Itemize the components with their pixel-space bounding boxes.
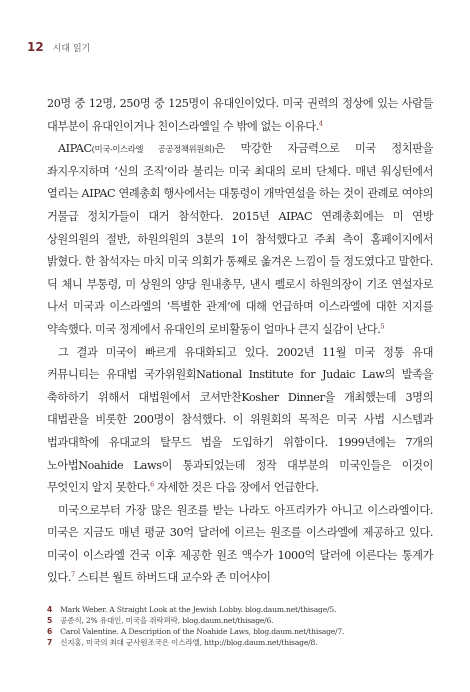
footnote (47, 626, 433, 637)
footnote-text: 신지홍, 미국의 최대 군사원조국은 이스라엘, http://blog.daum.net/thisage/8. (60, 638, 318, 647)
paragraph-text: 20명 중 12명, 250명 중 125명이 유대인이었다. 미국 권력의 정상에 있는 사람들 대부분이 유대인이거나 친이스라엘일 수 밖에 없는 이유다. (47, 97, 433, 133)
footnotes (47, 604, 433, 648)
footnote-number: 6 (47, 627, 53, 636)
footnote-number: 4 (47, 605, 53, 614)
footnote-reference: 7 (70, 570, 75, 579)
paragraph-text: 자세한 것은 다음 장에서 언급한다. (153, 481, 319, 495)
footnote-number: 5 (47, 616, 53, 625)
body-paragraph (47, 500, 433, 590)
footnote (47, 604, 433, 615)
paragraph-text: AIPAC (58, 142, 92, 156)
body-text (47, 93, 433, 590)
footnote-reference: 6 (150, 480, 154, 489)
running-title: 시대 읽기 (52, 44, 91, 54)
footnote-reference: 4 (318, 118, 323, 127)
footnote-number: 7 (47, 638, 53, 647)
body-paragraph (47, 138, 433, 341)
body-paragraph (47, 93, 433, 138)
paragraph-text: 미국으로부터 가장 많은 원조를 받는 나라도 아프리카가 아니고 이스라엘이다. 미국은 지금도 매년 평균 30억 달러에 이르는 원조를 이스라엘에 제공하고 있다. 미국이 이스라엘 건국 이후 제공한 원조 액수가 1000억 달러에 이른다는 통계가 있다. (47, 503, 433, 585)
footnote-text: Mark Weber. A Straight Look at the Jewish Lobby. blog.daum.net/thisage/5. (60, 605, 337, 614)
paragraph-text: 은 막강한 자금력으로 미국 정치판을 좌지우지하며 ‘신의 조직’이라 불리는 미국 최대의 로비 단체다. 매년 워싱턴에서 열리는 AIPAC 연례총회 행사에서는 대통령이 개막연설을 하는 것이 관례로 여야의 거물급 정치가들이 대거 참석한다. 2015년 AIPAC 연례총회에는 미 연방 상원의원의 절반, 하원의원의 3분의 1이 참석했다고 주최 측이 홈페이지에서 밝혔다. 한 참석자는 마치 미국 의회가 통째로 옮겨온 느낌이 들 정도였다고 말한다. 딕 체니 부통령, 미 상원의 양당 원내총무, 낸시 펠로시 하원의장이 기조 연설자로 나서 미국과 이스라엘의 ‘특별한 관계’에 대해 언급하며 이스라엘에 대한 지지를 약속했다. 미국 정계에서 유대인의 로비활동이 얼마나 큰지 실감이 난다. (47, 142, 433, 336)
footnote-reference: 5 (380, 322, 385, 331)
footnote (47, 615, 433, 626)
page-number: 12 (27, 40, 44, 54)
page-header (27, 40, 90, 54)
footnote-text: Carol Valentine. A Description of the Noahide Laws, blog.daum.net/thisage/7. (60, 627, 345, 636)
footnote-text: 공종식, 2% 유대인, 미국을 쥐락펴락, blog.daum.net/thisage/6. (60, 616, 274, 625)
inline-small-text: (미국-이스라엘 공공정책위원회) (91, 144, 215, 155)
paragraph-text: 스티븐 월트 하버드대 교수와 존 미어샤이 (74, 571, 271, 585)
body-paragraph (47, 342, 433, 500)
paragraph-text: 그 결과 미국이 빠르게 유대화되고 있다. 2002년 11월 미국 정통 유대 커뮤니티는 유대법 국가위원회National Institute for Judaic Law의 발족을 축하하기 위해서 대법원에서 코셔만찬Kosher Dinner을 개최했는데 3명의 대법관을 비롯한 200명이 참석했다. 이 위원회의 목적은 미국 사법 시스템과 법과대학에 유대교의 탈무드 법을 도입하기 위함이다. 1999년에는 7개의 노아법Noahide Laws이 통과되었는데 정작 대부분의 미국인들은 이것이 무엇인지 알지 못한다. (47, 345, 433, 495)
footnote (47, 637, 433, 648)
